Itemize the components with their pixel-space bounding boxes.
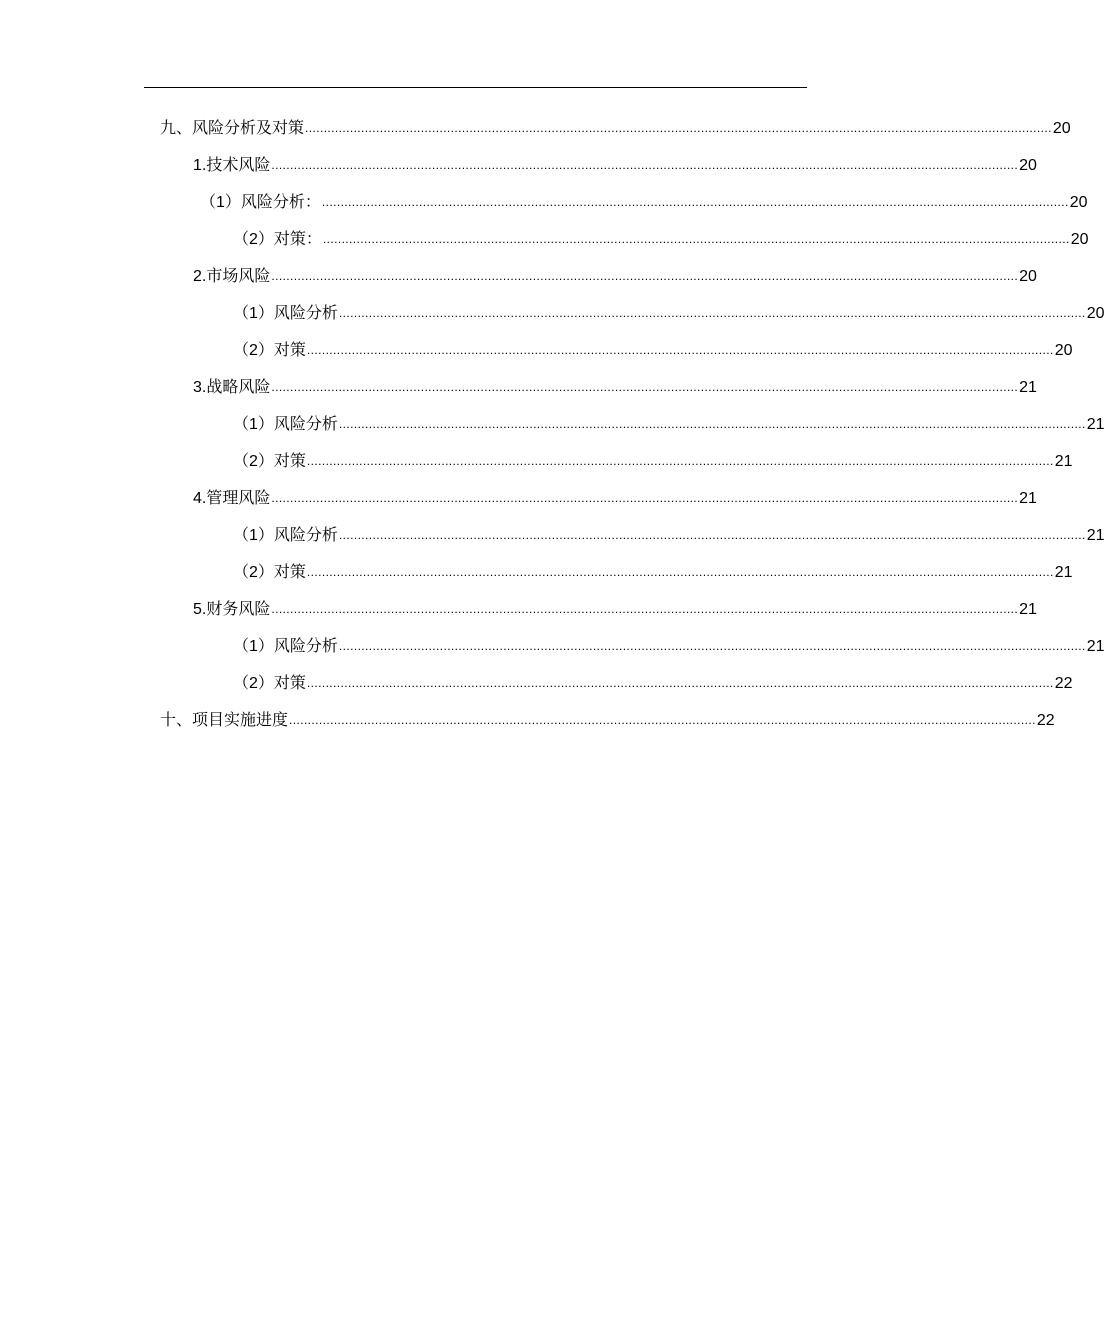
toc-entry-page: 21 [1019, 600, 1037, 618]
toc-entry-chapter-9[interactable] [160, 110, 1071, 147]
toc-entry-page: 22 [1054, 674, 1073, 692]
toc-entry-page: 20 [1054, 341, 1073, 359]
toc-leader-dots: ........................................................................................................................................................................................................ [289, 713, 1036, 727]
toc-leader-dots: ........................................................................................................................................................................................................ [306, 343, 1054, 357]
toc-entry-label: 风险分析及对策 [192, 119, 305, 137]
toc-leader-dots: ........................................................................................................................................................................................................ [271, 491, 1019, 505]
toc-entry-label: （2）对策 [233, 563, 306, 581]
toc-entry-page: 21 [1019, 489, 1037, 507]
toc-entry-label: （2）对策 [233, 452, 306, 470]
toc-entry-label: （1）风险分析 [233, 526, 338, 544]
toc-leader-dots: ........................................................................................................................................................................................................ [271, 602, 1019, 616]
toc-entry-chapter-10[interactable] [160, 702, 1055, 739]
toc-entry-subsection[interactable] [233, 332, 1073, 369]
toc-entry-label: 2.市场风险 [193, 267, 271, 285]
toc-leader-dots: ........................................................................................................................................................................................................ [338, 417, 1086, 431]
toc-entry-section[interactable] [193, 369, 1037, 406]
toc-entry-section[interactable] [193, 480, 1037, 517]
toc-entry-subsection[interactable] [233, 665, 1073, 702]
toc-entry-label: 十、项目实施进度 [160, 711, 289, 729]
toc-entry-page: 20 [1052, 119, 1071, 137]
toc-entry-page: 21 [1054, 563, 1073, 581]
toc-entry-subsection[interactable] [200, 184, 1088, 221]
toc-leader-dots: ........................................................................................................................................................................................................ [321, 195, 1069, 209]
toc-leader-dots: ........................................................................................................................................................................................................ [271, 158, 1019, 172]
toc-entry-page: 21 [1086, 415, 1105, 433]
toc-entry-page: 20 [1069, 193, 1088, 211]
toc-entry-label: 4.管理风险 [193, 489, 271, 507]
toc-entry-section[interactable] [193, 258, 1037, 295]
toc-entry-subsection[interactable] [233, 443, 1073, 480]
toc-leader-dots: ........................................................................................................................................................................................................ [338, 528, 1086, 542]
toc-leader-dots: ........................................................................................................................................................................................................ [306, 454, 1054, 468]
toc-entry-section[interactable] [193, 591, 1037, 628]
toc-entry-subsection[interactable] [233, 554, 1073, 591]
toc-entry-page: 21 [1019, 378, 1037, 396]
toc-leader-dots: ........................................................................................................................................................................................................ [306, 676, 1054, 690]
toc-entry-label: （2）对策 [233, 674, 306, 692]
toc-entry-label: （2）对策 [233, 341, 306, 359]
toc-entry-label: （1）风险分析 [233, 304, 338, 322]
header-rule [144, 87, 807, 88]
toc-entry-label: （2）对策： [233, 230, 322, 248]
toc-entry-page: 20 [1086, 304, 1105, 322]
toc-entry-label: （1）风险分析 [233, 637, 338, 655]
toc-entry-label: （1）风险分析： [200, 193, 321, 211]
toc-entry-subsection[interactable] [233, 221, 1089, 258]
toc-leader-dots: ........................................................................................................................................................................................................ [271, 380, 1019, 394]
toc-leader-dots: ........................................................................................................................................................................................................ [338, 306, 1086, 320]
toc-leader-dots: ........................................................................................................................................................................................................ [305, 121, 1052, 135]
toc-leader-dots: ........................................................................................................................................................................................................ [306, 565, 1054, 579]
toc-entry-subsection[interactable] [233, 517, 1105, 554]
toc-entry-page: 20 [1070, 230, 1089, 248]
toc-entry-subsection[interactable] [233, 295, 1105, 332]
toc-entry-label: （1）风险分析 [233, 415, 338, 433]
toc-entry-label: 3.战略风险 [193, 378, 271, 396]
toc-leader-dots: ........................................................................................................................................................................................................ [322, 232, 1070, 246]
toc-entry-section[interactable] [193, 147, 1037, 184]
toc-entry-label: 1.技术风险 [193, 156, 271, 174]
toc-entry-subsection[interactable] [233, 406, 1105, 443]
toc-entry-page: 21 [1086, 637, 1105, 655]
toc-entry-page: 22 [1036, 711, 1055, 729]
toc-entry-page: 21 [1086, 526, 1105, 544]
toc-entry-page: 21 [1054, 452, 1073, 470]
toc-entry-label: 5.财务风险 [193, 600, 271, 618]
toc-entry-number: 九、 [160, 119, 193, 137]
toc-leader-dots: ........................................................................................................................................................................................................ [338, 639, 1086, 653]
toc-entry-subsection[interactable] [233, 628, 1105, 665]
toc-entry-page: 20 [1019, 267, 1037, 285]
toc-leader-dots: ........................................................................................................................................................................................................ [271, 269, 1019, 283]
toc-entry-page: 20 [1019, 156, 1037, 174]
